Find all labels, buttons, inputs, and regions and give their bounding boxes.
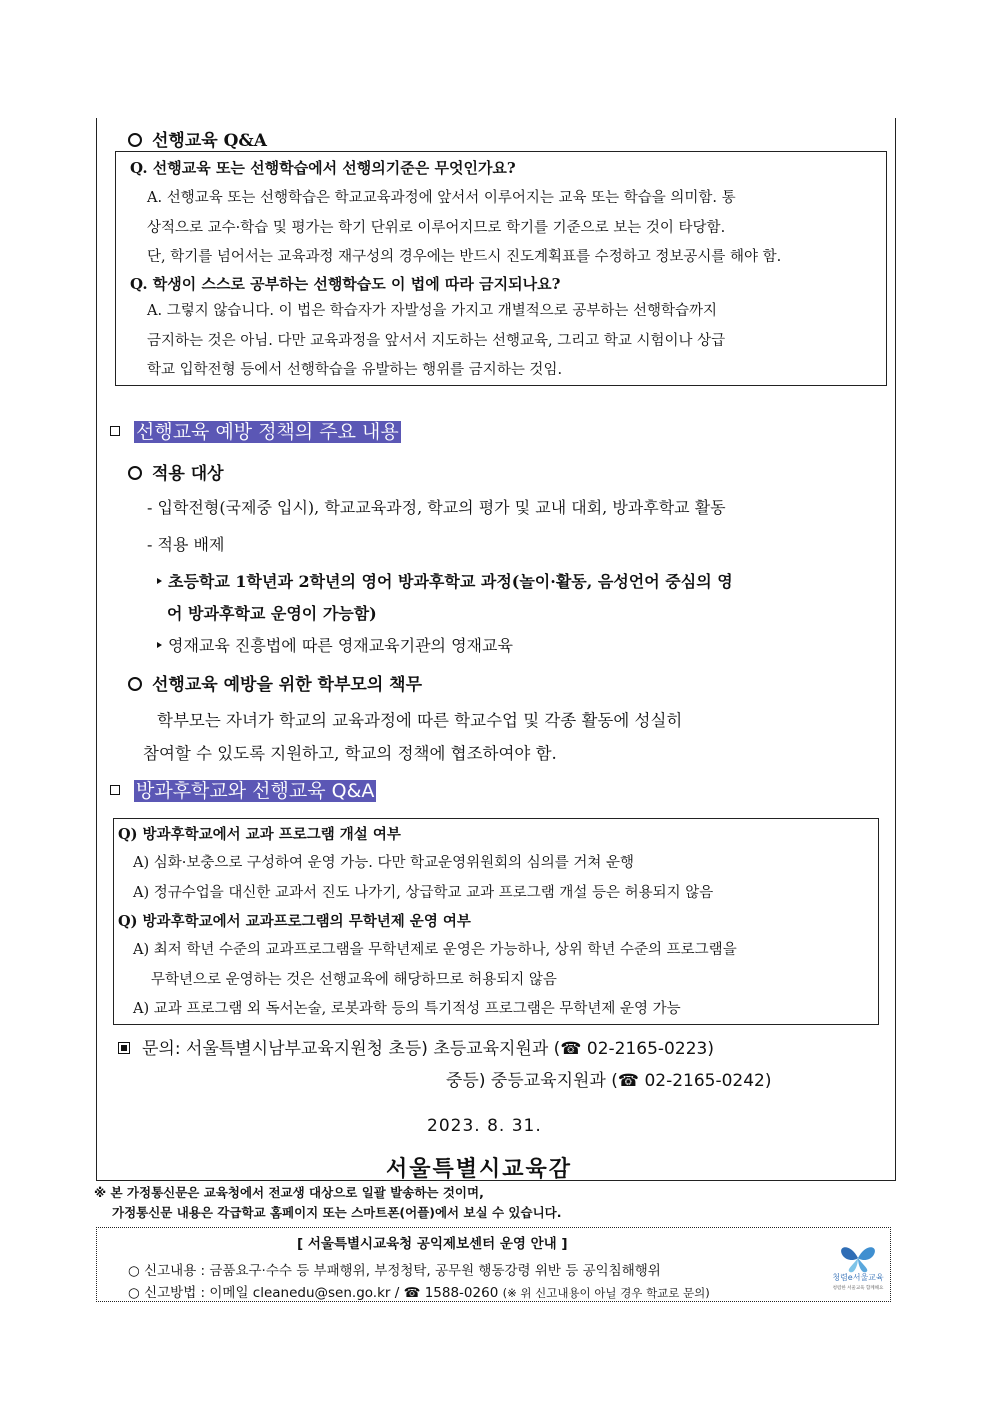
scope-heading: 적용 대상 [128,459,224,484]
notice-line-1: ※ 본 가정통신문은 교육청에서 전교생 대상으로 일괄 발송하는 것이며, [94,1185,484,1200]
parent-duty-line1: 학부모는 자녀가 학교의 교육과정에 따른 학교수업 및 각종 활동에 성실히 [157,711,683,730]
contact-line-1: 문의: 서울특별시남부교육지원청 초등) 초등교육지원과 (☎ 02-2165-0223) [118,1034,714,1059]
triangle-bullet-icon [157,578,162,584]
parent-duty-line2: 참여할 수 있도록 지원하고, 학교의 정책에 협조하여야 함. [143,744,557,763]
qa-answer-1-line: 단, 학기를 넘어서는 교육과정 재구성의 경우에는 반드시 진도계획표를 수정하고 정보공시를 해야 함. [147,249,782,265]
qa2-section-title: 방과후학교와 선행교육 Q&A [110,776,376,803]
square-bullet-icon [118,1042,130,1054]
qa-answer-2-line: A. 그렇지 않습니다. 이 법은 학습자가 자발성을 가지고 개별적으로 공부하는 선행학습까지 [147,303,718,319]
qa2-question-1: Q) 방과후학교에서 교과 프로그램 개설 여부 [118,826,401,843]
exclusion-label: - 적용 배제 [147,535,225,554]
qa2-answer-1: A) 심화·보충으로 구성하여 운영 가능. 다만 학교운영위원회의 심의를 거쳐 운행 [133,855,635,871]
report-content: ○ 신고내용 : 금품요구·수수 등 부패행위, 부정청탁, 공무원 행동강령 위반 등 공익침해행위 [128,1263,661,1279]
exclusion-item-1-cont: 어 방과후학교 운영이 가능함) [167,604,377,623]
qa-question-2: Q. 학생이 스스로 공부하는 선행학습도 이 법에 따라 금지되나요? [130,275,561,293]
triangle-bullet-icon [157,642,162,648]
qa2-answer-4: A) 교과 프로그램 외 독서논술, 로봇과학 등의 특기적성 프로그램은 무학년제 운영 가능 [133,1001,681,1017]
circle-bullet-icon [128,677,142,691]
qa-answer-2-line: 학교 입학전형 등에서 선행학습을 유발하는 행위를 금지하는 것임. [147,362,563,378]
checkbox-square-icon [110,426,120,436]
policy-section-title: 선행교육 예방 정책의 주요 내용 [110,417,401,444]
qa-answer-2 [147,297,725,386]
checkbox-square-icon [110,785,120,795]
qa-answer-1-line: A. 선행교육 또는 선행학습은 학교교육과정에 앞서서 이루어지는 교육 또는 학습을 의미함. 통 [147,190,736,206]
butterfly-logo-icon [828,1236,888,1296]
exclusion-item-1: 초등학교 1학년과 2학년의 영어 방과후학교 과정(놀이·활동, 음성언어 중심의 영 [157,569,733,592]
contact-line-2: 중등) 중등교육지원과 (☎ 02-2165-0242) [446,1071,772,1091]
scope-item: - 입학전형(국제중 입시), 학교교육과정, 학교의 평가 및 교내 대회, 방과후학교 활동 [147,498,726,517]
report-title: [ 서울특별시교육청 공익제보센터 운영 안내 ] [297,1236,568,1252]
qa2-answer-3-cont: 무학년으로 운영하는 것은 선행교육에 해당하므로 허용되지 않음 [151,972,557,988]
qa-answer-1 [147,184,781,273]
notice-line-2: 가정통신문 내용은 각급학교 홈페이지 또는 스마트폰(어플)에서 보실 수 있습니다. [112,1205,562,1220]
issue-date: 2023. 8. 31. [427,1116,542,1136]
clean-seoul-logo [828,1236,888,1296]
qa-answer-2-line: 금지하는 것은 아님. 다만 교육과정을 앞서서 지도하는 선행교육, 그리고 학교 시험이나 상급 [147,332,726,349]
qa-heading: 선행교육 Q&A [128,126,267,151]
svg-text:청렴한 서울교육 함께해요: 청렴한 서울교육 함께해요 [832,1286,884,1291]
qa2-answer-3: A) 최저 학년 수준의 교과프로그램을 무학년제로 운영은 가능하나, 상위 학년 수준의 프로그램을 [133,942,737,958]
signature: 서울특별시교육감 [386,1157,573,1182]
parent-heading: 선행교육 예방을 위한 학부모의 책무 [128,670,422,695]
circle-bullet-icon [128,133,142,147]
exclusion-item-2: 영재교육 진흥법에 따른 영재교육기관의 영재교육 [157,633,513,656]
qa-question-1: Q. 선행교육 또는 선행학습에서 선행의기준은 무엇인가요? [130,159,516,177]
circle-bullet-icon [128,466,142,480]
qa-answer-1-line: 상적으로 교수·학습 및 평가는 학기 단위로 이루어지므로 학기를 기준으로 보는 것이 타당함. [147,219,726,236]
qa2-question-2: Q) 방과후학교에서 교과프로그램의 무학년제 운영 여부 [118,913,471,930]
svg-text:청렴e서울교육: 청렴e서울교육 [832,1273,884,1282]
report-method: ○ 신고방법 : 이메일 cleanedu@sen.go.kr / ☎ 1588-0260 (※ 위 신고내용이 아닐 경우 학교로 문의) [128,1285,710,1301]
qa2-answer-2: A) 정규수업을 대신한 교과서 진도 나가기, 상급학교 교과 프로그램 개설 등은 허용되지 않음 [133,885,714,901]
